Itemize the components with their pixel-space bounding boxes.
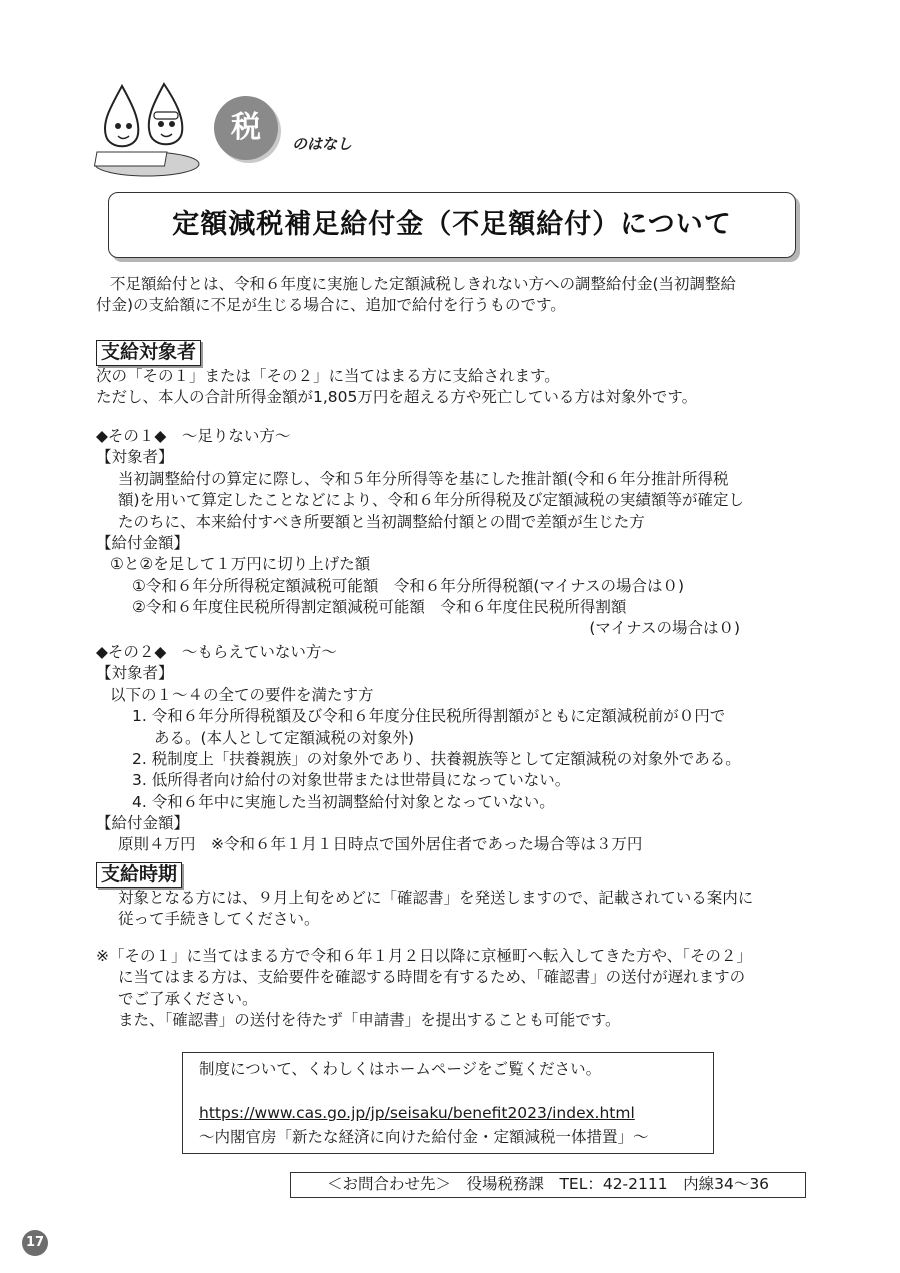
- case2-amount-text: 原則４万円 ※令和６年１月１日時点で国外居住者であった場合等は３万円: [118, 835, 643, 854]
- page-number: 17: [25, 1235, 45, 1251]
- case1-title: ◆その１◆ ～足りない方～: [96, 427, 291, 445]
- case1-target-line: 額)を用いて算定したことなどにより、令和６年分所得税及び定額減税の実績額等が確定し: [118, 491, 745, 510]
- info-url-link[interactable]: https://www.cas.go.jp/jp/seisaku/benefit2023/index.html: [199, 1104, 635, 1122]
- page-number-badge: [22, 1230, 48, 1256]
- case1-target-line: たのちに、本来給付すべき所要額と当初調整給付額との間で差額が生じた方: [118, 512, 645, 531]
- case1-amount-label: 【給付金額】: [96, 533, 190, 552]
- info-text: 制度について、くわしくはホームページをご覧ください。: [199, 1060, 602, 1078]
- case2-requirement: 1. 令和６年分所得税額及び令和６年度分住民税所得割額がともに定額減税前が０円で: [132, 707, 726, 726]
- timing-line: 従って手続きしてください。: [118, 910, 320, 929]
- eligibility-section: [96, 340, 812, 409]
- eligibility-line: ただし、本人の合計所得金額が1,805万円を超える方や死亡している方は対象外です。: [96, 388, 698, 407]
- case2-section: [96, 642, 812, 856]
- section-heading-eligibility: 支給対象者: [96, 340, 201, 366]
- case2-requirement: 2. 税制度上「扶養親族」の対象外であり、扶養親族等として定額減税の対象外である。: [132, 749, 741, 768]
- mascot-illustration: [92, 78, 202, 178]
- intro-line: 付金)の支給額に不足が生じる場合に、追加で給付を行うものです。: [96, 296, 566, 315]
- tax-circle-badge: [214, 96, 278, 160]
- case2-title: ◆その２◆ ～もらえていない方～: [96, 643, 337, 661]
- case1-section: [96, 426, 812, 640]
- note-section: [96, 946, 812, 1032]
- contact-box: [290, 1172, 806, 1198]
- eligibility-line: 次の「その１」または「その２」に当てはまる方に支給されます。: [96, 366, 560, 385]
- case2-amount-label: 【給付金額】: [96, 814, 190, 832]
- case1-amount-item: ①令和６年分所得税定額減税可能額 令和６年分所得税額(マイナスの場合は０): [132, 576, 685, 595]
- homepage-info-box: [182, 1052, 714, 1154]
- case2-target-label: 【対象者】: [96, 664, 174, 683]
- payment-timing-section: [96, 862, 812, 931]
- case2-requirement: 4. 令和６年中に実施した当初調整給付対象となっていない。: [132, 792, 555, 811]
- note-line: でご了承ください。: [118, 989, 258, 1008]
- case1-target-line: 当初調整給付の算定に際し、令和５年分所得等を基にした推計額(令和６年分推計所得税: [118, 469, 729, 488]
- note-line: ※「その１」に当てはまる方で令和６年１月２日以降に京極町へ転入してきた方や、「その２」: [96, 947, 752, 965]
- case1-amount-item: ②令和６年度住民税所得割定額減税可能額 令和６年度住民税所得割額: [132, 598, 627, 616]
- case1-amount-note: (マイナスの場合は０): [589, 619, 740, 638]
- contact-text: ＜お問合わせ先＞ 役場税務課 TEL：42-2111 内線34～36: [326, 1175, 770, 1194]
- case2-requirement: 3. 低所得者向け給付の対象世帯または世帯員になっていない。: [132, 771, 571, 790]
- timing-line: 対象となる方には、９月上旬をめどに「確認書」を発送しますので、記載されている案内に: [118, 888, 754, 907]
- case2-requirement: ある。(本人として定額減税の対象外): [154, 728, 415, 747]
- tax-badge-char: 税: [231, 110, 261, 146]
- title-box: [108, 192, 796, 258]
- note-line: また、「確認書」の送付を待たず「申請書」を提出することも可能です。: [118, 1011, 621, 1030]
- section-heading-timing: 支給時期: [96, 862, 182, 888]
- column-subtitle: のはなし: [292, 135, 353, 153]
- intro-line: 不足額給付とは、令和６年度に実施した定額減税しきれない方への調整給付金(当初調整給: [110, 275, 737, 293]
- case1-amount-main: ①と②を足して１万円に切り上げた額: [110, 555, 371, 574]
- info-source: ～内閣官房「新たな経済に向けた給付金・定額減税一体措置」～: [199, 1128, 649, 1146]
- note-line: に当てはまる方は、支給要件を確認する時間を有するため、「確認書」の送付が遅れますの: [118, 968, 746, 987]
- intro-paragraph: [96, 274, 812, 317]
- case2-target-intro: 以下の１～４の全ての要件を満たす方: [110, 685, 374, 704]
- page-title: 定額減税補足給付金（不足額給付）について: [172, 209, 732, 241]
- case1-target-label: 【対象者】: [96, 448, 174, 467]
